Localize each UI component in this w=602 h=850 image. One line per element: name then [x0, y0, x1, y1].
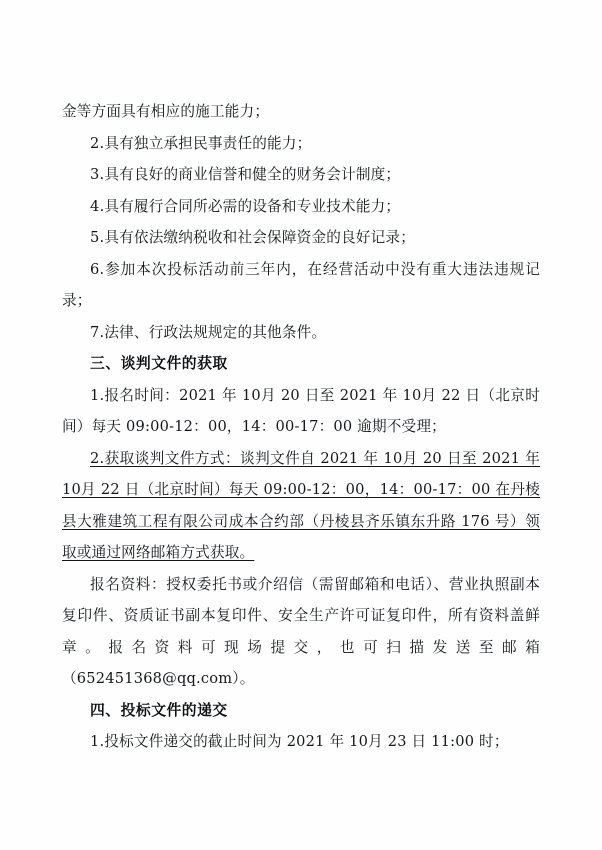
document-body — [62, 96, 540, 758]
section-heading-four: 四、投标文件的递交 — [90, 701, 228, 719]
paragraph-continued-clause-1: 金等方面具有相应的施工能力； — [62, 103, 270, 120]
paragraph-clause-7: 7.法律、行政法规规定的其他条件。 — [90, 323, 327, 341]
paragraph-obtain-method: 2.获取谈判文件方式：谈判文件自 2021 年 10月 20 日至 2021 年 10月 22 日（北京时间）每天 09:00-12：00，14：00-17：00 在丹棱县大雅建筑工程有限公司成本合约部（丹棱县齐乐镇东升路 176 号）领取或通过网络邮箱方式获取。 — [62, 449, 540, 561]
paragraph-deadline: 1.投标文件递交的截止时间为 2021 年 10月 23 日 11:00 时； — [90, 733, 509, 750]
paragraph-materials: 报名资料：授权委托书或介绍信（需留邮箱和电话）、营业执照副本复印件、资质证书副本复印件、安全生产许可证复印件，所有资料盖鲜章。报名资料可现场提交，也可扫描发送至邮箱（652451368@qq.com）。 — [62, 575, 540, 687]
section-heading-three: 三、谈判文件的获取 — [90, 355, 228, 372]
paragraph-clause-4: 4.具有履行合同所必需的设备和专业技术能力； — [90, 197, 401, 215]
paragraph-clause-5: 5.具有依法缴纳税收和社会保障资金的良好记录； — [90, 229, 415, 246]
paragraph-clause-6: 6.参加本次投标活动前三年内，在经营活动中没有重大违法违规记录； — [62, 260, 540, 309]
paragraph-clause-2: 2.具有独立承担民事责任的能力； — [90, 134, 312, 152]
paragraph-clause-3: 3.具有良好的商业信誉和健全的财务会计制度； — [90, 166, 401, 183]
paragraph-sign-up-time: 1.报名时间：2021 年 10月 20 日至 2021 年 10月 22 日（北京时间）每天 09:00-12：00，14：00-17：00 逾期不受理； — [62, 386, 540, 435]
